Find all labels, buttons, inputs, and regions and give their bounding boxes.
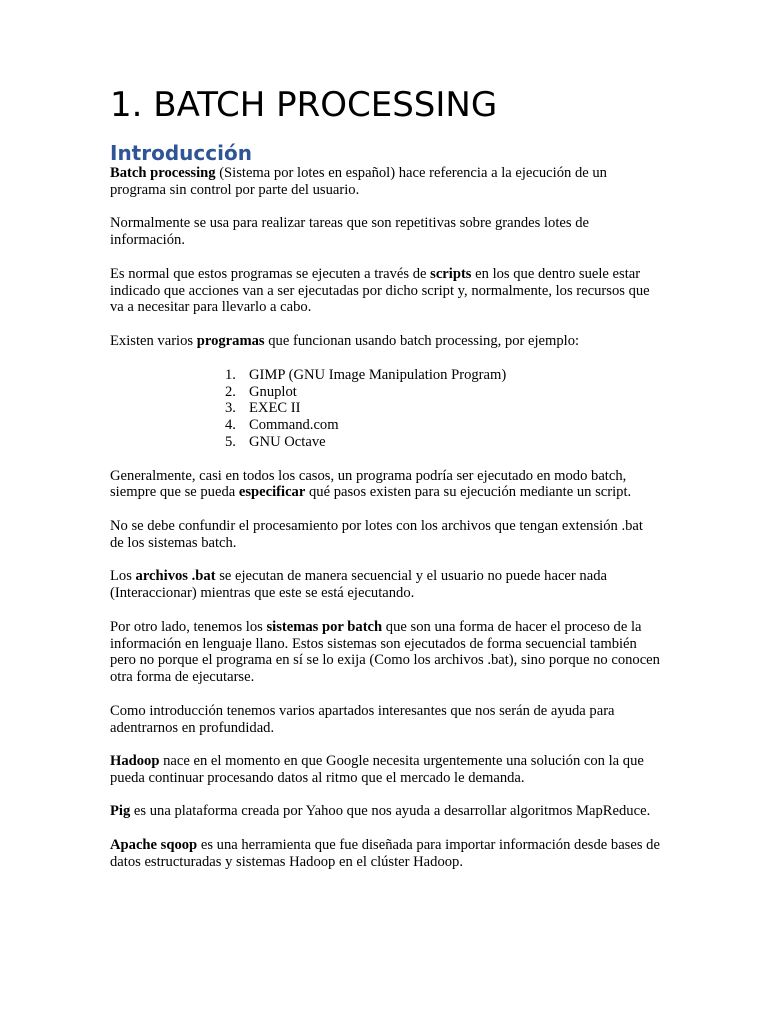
paragraph-scripts bbox=[110, 266, 660, 316]
paragraph-text: Los bbox=[110, 568, 136, 585]
bold-term: Apache sqoop bbox=[110, 837, 198, 854]
paragraph-hadoop bbox=[110, 753, 660, 787]
bold-term: Pig bbox=[110, 803, 131, 820]
paragraph-generalmente bbox=[110, 468, 660, 502]
bold-term: Batch processing bbox=[110, 165, 216, 181]
list-number: 2. bbox=[225, 383, 236, 400]
paragraph-text: Normalmente se usa para realizar tareas que son repetitivas sobre grandes lotes de información. bbox=[110, 215, 589, 249]
paragraph-archivos-bat bbox=[110, 568, 660, 602]
bold-term: scripts bbox=[430, 265, 472, 282]
list-number: 1. bbox=[225, 366, 236, 383]
bold-term: archivos .bat bbox=[135, 568, 216, 585]
paragraph-batch-processing bbox=[110, 165, 660, 199]
bold-term: especificar bbox=[238, 484, 306, 501]
paragraph-text: (Sistema por lotes en español) hace referencia a la ejecución de un programa sin control por parte del usuario. bbox=[110, 165, 607, 198]
document-page bbox=[110, 84, 660, 887]
paragraph-text: Existen varios bbox=[110, 332, 197, 349]
list-number: 3. bbox=[225, 400, 236, 417]
paragraph-introduccion bbox=[110, 703, 660, 737]
paragraph-text: es una herramienta que fue diseñada para importar información desde bases de datos estructuradas y sistemas Hadoop en el clúster Hadoop. bbox=[110, 837, 660, 870]
list-item-label: EXEC II bbox=[249, 400, 301, 417]
list-item bbox=[225, 383, 660, 401]
paragraph-text: No se debe confundir el procesamiento por lotes con los archivos que tengan extensión .bat de los sistemas batch. bbox=[110, 517, 643, 551]
list-number: 4. bbox=[225, 417, 236, 434]
list-item bbox=[225, 400, 660, 417]
paragraph-text: qué pasos existen para su ejecución mediante un script. bbox=[305, 484, 632, 501]
paragraph-text: Por otro lado, tenemos los bbox=[110, 618, 267, 635]
paragraph-programas bbox=[110, 333, 660, 350]
section-heading-introduccion: Introducción bbox=[110, 141, 252, 165]
paragraph-text: en los que dentro suele estar indicado que acciones van a ser ejecutadas por dicho script y, normalmente, los recursos que va a necesitar para llevarlo a cabo. bbox=[110, 265, 650, 316]
paragraph-text: Es normal que estos programas se ejecuten a través de bbox=[110, 265, 431, 282]
list-item bbox=[225, 417, 660, 434]
bold-term: Hadoop bbox=[110, 753, 160, 770]
paragraph-text: que funcionan usando batch processing, por ejemplo: bbox=[264, 332, 580, 349]
bold-term: programas bbox=[196, 332, 265, 349]
bold-term: sistemas por batch bbox=[266, 618, 383, 635]
paragraph-text: nace en el momento en que Google necesita urgentemente una solución con la que pueda continuar procesando datos al ritmo que el mercado le demanda. bbox=[110, 753, 644, 786]
list-item-label: Gnuplot bbox=[249, 383, 297, 400]
document-title: 1. BATCH PROCESSING bbox=[110, 85, 498, 125]
list-item bbox=[225, 433, 660, 451]
paragraph-text: que son una forma de hacer el proceso de la información en lenguaje llano. Estos sistemas son ejecutados de forma secuencial también pero no porque el programa en sí se lo exija (Como los archivos .bat), sino porque no conocen otra forma de ejecutarse. bbox=[110, 618, 660, 686]
paragraph-pig bbox=[110, 803, 660, 820]
paragraph-uso bbox=[110, 215, 660, 249]
list-number: 5. bbox=[225, 433, 236, 450]
programs-list bbox=[110, 367, 660, 451]
paragraph-apache-sqoop bbox=[110, 837, 660, 871]
paragraph-text: es una plataforma creada por Yahoo que nos ayuda a desarrollar algoritmos MapReduce. bbox=[130, 803, 651, 820]
paragraph-no-confundir bbox=[110, 518, 660, 552]
list-item-label: GIMP (GNU Image Manipulation Program) bbox=[249, 366, 507, 383]
paragraph-text: Como introducción tenemos varios apartados interesantes que nos serán de ayuda para adentrarnos en profundidad. bbox=[110, 702, 615, 736]
paragraph-text: se ejecutan de manera secuencial y el usuario no puede hacer nada (Interaccionar) mientras que este se está ejecutando. bbox=[110, 568, 607, 602]
paragraph-sistemas-batch bbox=[110, 619, 660, 686]
list-item-label: Command.com bbox=[249, 417, 339, 434]
list-item-label: GNU Octave bbox=[249, 433, 326, 450]
list-item bbox=[225, 366, 660, 384]
paragraph-text: Generalmente, casi en todos los casos, un programa podría ser ejecutado en modo batch, siempre que se pueda bbox=[110, 467, 627, 501]
